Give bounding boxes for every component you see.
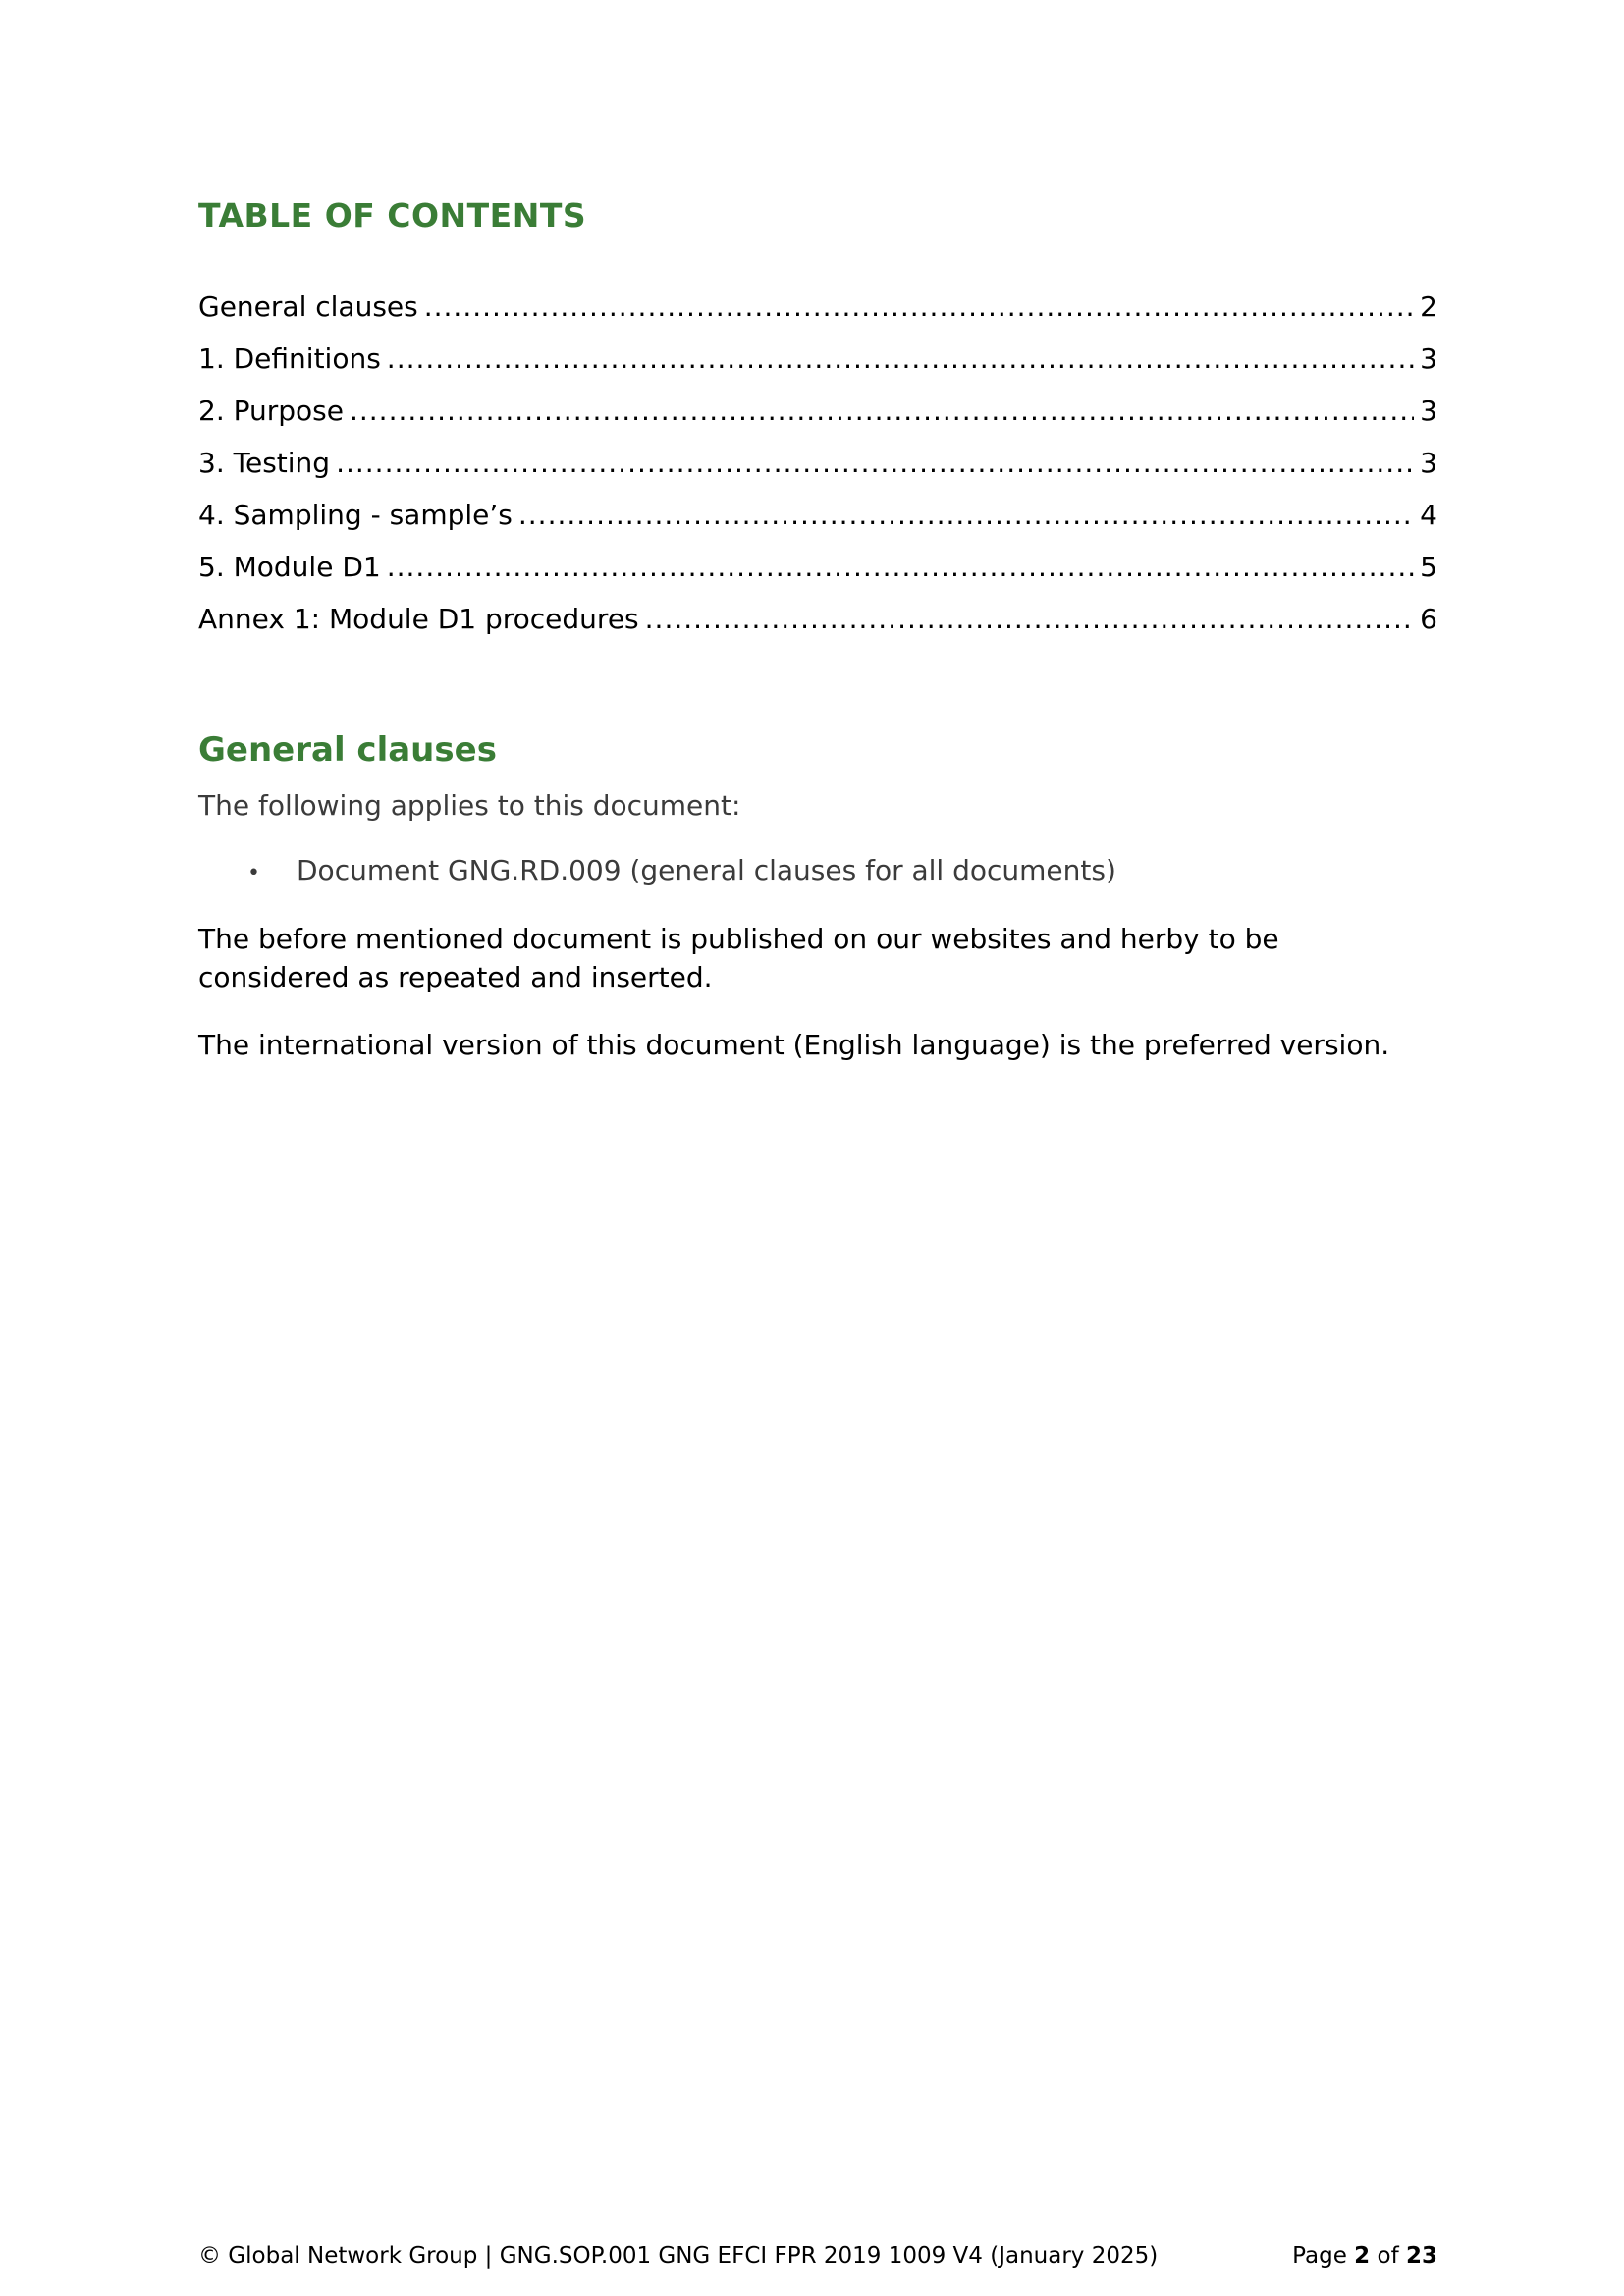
toc-entry-testing[interactable] (198, 447, 1437, 499)
page-label: Page (1292, 2243, 1347, 2269)
toc-entry-title: 2. Purpose (198, 395, 344, 427)
toc-entry-purpose[interactable] (198, 395, 1437, 447)
general-clauses-heading: General clauses (198, 730, 497, 770)
toc-leader (387, 343, 1414, 375)
list-item-text: Document GNG.RD.009 (general clauses for all documents) (297, 854, 1116, 886)
toc-entry-page: 2 (1420, 291, 1437, 323)
general-clauses-paragraph: The international version of this document (English language) is the preferred version. (198, 1029, 1390, 1061)
toc-entry-annex-1[interactable] (198, 603, 1437, 655)
toc-leader (387, 551, 1414, 583)
footer-copyright: © Global Network Group | GNG.SOP.001 GNG EFCI FPR 2019 1009 V4 (January 2025) (198, 2243, 1159, 2269)
toc-entry-title: 4. Sampling - sample’s (198, 499, 513, 531)
toc-entry-page: 6 (1420, 603, 1437, 635)
toc-entry-title: 3. Testing (198, 447, 331, 479)
toc-entry-title: General clauses (198, 291, 418, 323)
toc-leader (518, 499, 1414, 531)
toc-entry-general-clauses[interactable] (198, 291, 1437, 343)
toc-leader (336, 447, 1414, 479)
bullet-icon: • (247, 861, 260, 885)
page-footer (198, 2243, 1437, 2269)
toc-leader (350, 395, 1414, 427)
toc-entry-title: Annex 1: Module D1 procedures (198, 603, 639, 635)
total-pages: 23 (1405, 2243, 1437, 2269)
toc-entry-module-d1[interactable] (198, 551, 1437, 603)
toc-entry-sampling[interactable] (198, 499, 1437, 551)
toc-entry-page: 3 (1420, 395, 1437, 427)
general-clauses-intro: The following applies to this document: (198, 789, 741, 822)
toc-leader (424, 291, 1414, 323)
toc-entry-title: 1. Definitions (198, 343, 381, 375)
toc-entry-page: 3 (1420, 343, 1437, 375)
toc-entry-title: 5. Module D1 (198, 551, 381, 583)
general-clauses-paragraph: The before mentioned document is published on our websites and herby to be considered as repeated and inserted. (198, 923, 1279, 993)
toc-entry-page: 5 (1420, 551, 1437, 583)
of-label: of (1377, 2243, 1399, 2269)
toc-leader (645, 603, 1415, 635)
current-page: 2 (1354, 2243, 1371, 2269)
page-number (1292, 2243, 1437, 2269)
toc-entry-page: 3 (1420, 447, 1437, 479)
table-of-contents (198, 291, 1437, 655)
toc-heading: TABLE OF CONTENTS (198, 196, 587, 235)
list-item (198, 854, 1116, 886)
general-clauses-bullet-list (198, 854, 1116, 886)
toc-entry-page: 4 (1420, 499, 1437, 531)
toc-entry-definitions[interactable] (198, 343, 1437, 395)
